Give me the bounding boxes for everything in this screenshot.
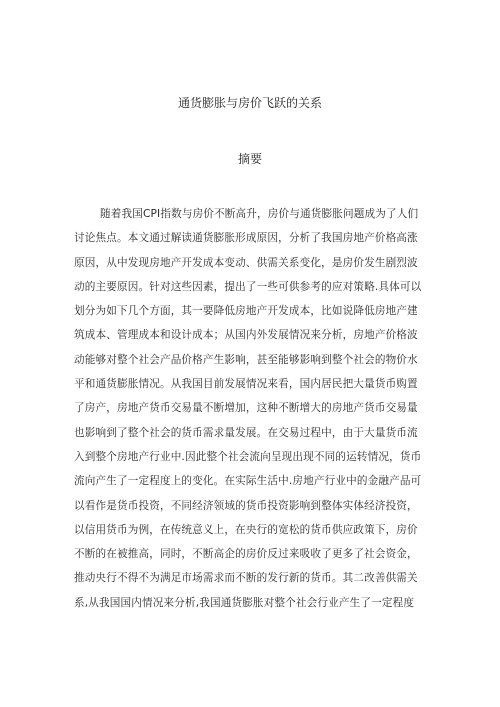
body-line: 划分为如下几个方面，其一要降低房地产开发成本，比如说降低房地产建 xyxy=(74,305,418,318)
abstract-body xyxy=(74,202,434,615)
body-line: 随着我国CPI指数与房价不断高升，房价与通货膨胀问题成为了人们 xyxy=(100,208,419,220)
body-line: 了房产，房地产货币交易量不断增加，这种不断增大的房地产货币交易量 xyxy=(74,402,418,415)
body-line: 也影响到了整个社会的货币需求量发展。在交易过程中，由于大量货币流 xyxy=(74,426,418,439)
body-line: 不断的在被推高，同时，不断高企的房价反过来吸收了更多了社会资金， xyxy=(74,548,418,561)
body-line: 入到整个房地产行业中.因此整个社会流向呈现出现不同的运转情况，货币 xyxy=(74,450,422,463)
body-line: 原因，从中发现房地产开发成本变动、供需关系变化，是房价发生剧烈波 xyxy=(74,256,418,269)
body-line: 讨论焦点。本文通过解读通货膨胀形成原因，分析了我国房地产价格高涨 xyxy=(74,232,418,245)
section-heading-abstract: 摘要 xyxy=(237,152,262,166)
body-line: 流向产生了一定程度上的变化。在实际生活中.房地产行业中的金融产品可 xyxy=(74,475,422,488)
body-line: 以看作是货币投资，不同经济领域的货币投资影响到整体实体经济投资， xyxy=(74,499,418,512)
body-line: 系,从我国国内情况来分析,我国通货膨胀对整个社会行业产生了一定程度 xyxy=(74,596,415,609)
body-line: 动能够对整个社会产品价格产生影响，甚至能够影响到整个社会的物价水 xyxy=(74,353,418,366)
body-line: 筑成本、管理成本和设计成本；从国内外发展情况来分析，房地产价格波 xyxy=(74,329,418,342)
body-line: 以信用货币为例，在传统意义上，在央行的宽松的货币供应政策下，房价 xyxy=(74,523,418,536)
body-line: 平和通货膨胀情况。从我国目前发展情况来看，国内居民把大量货币购置 xyxy=(74,378,418,391)
body-line: 推动央行不得不为满足市场需求而不断的发行新的货币。其二改善供需关 xyxy=(74,572,418,585)
document-title: 通货膨胀与房价飞跃的关系 xyxy=(177,96,322,110)
body-line: 动的主要原因。针对这些因素，提出了一些可供参考的应对策略.具体可以 xyxy=(74,280,422,293)
